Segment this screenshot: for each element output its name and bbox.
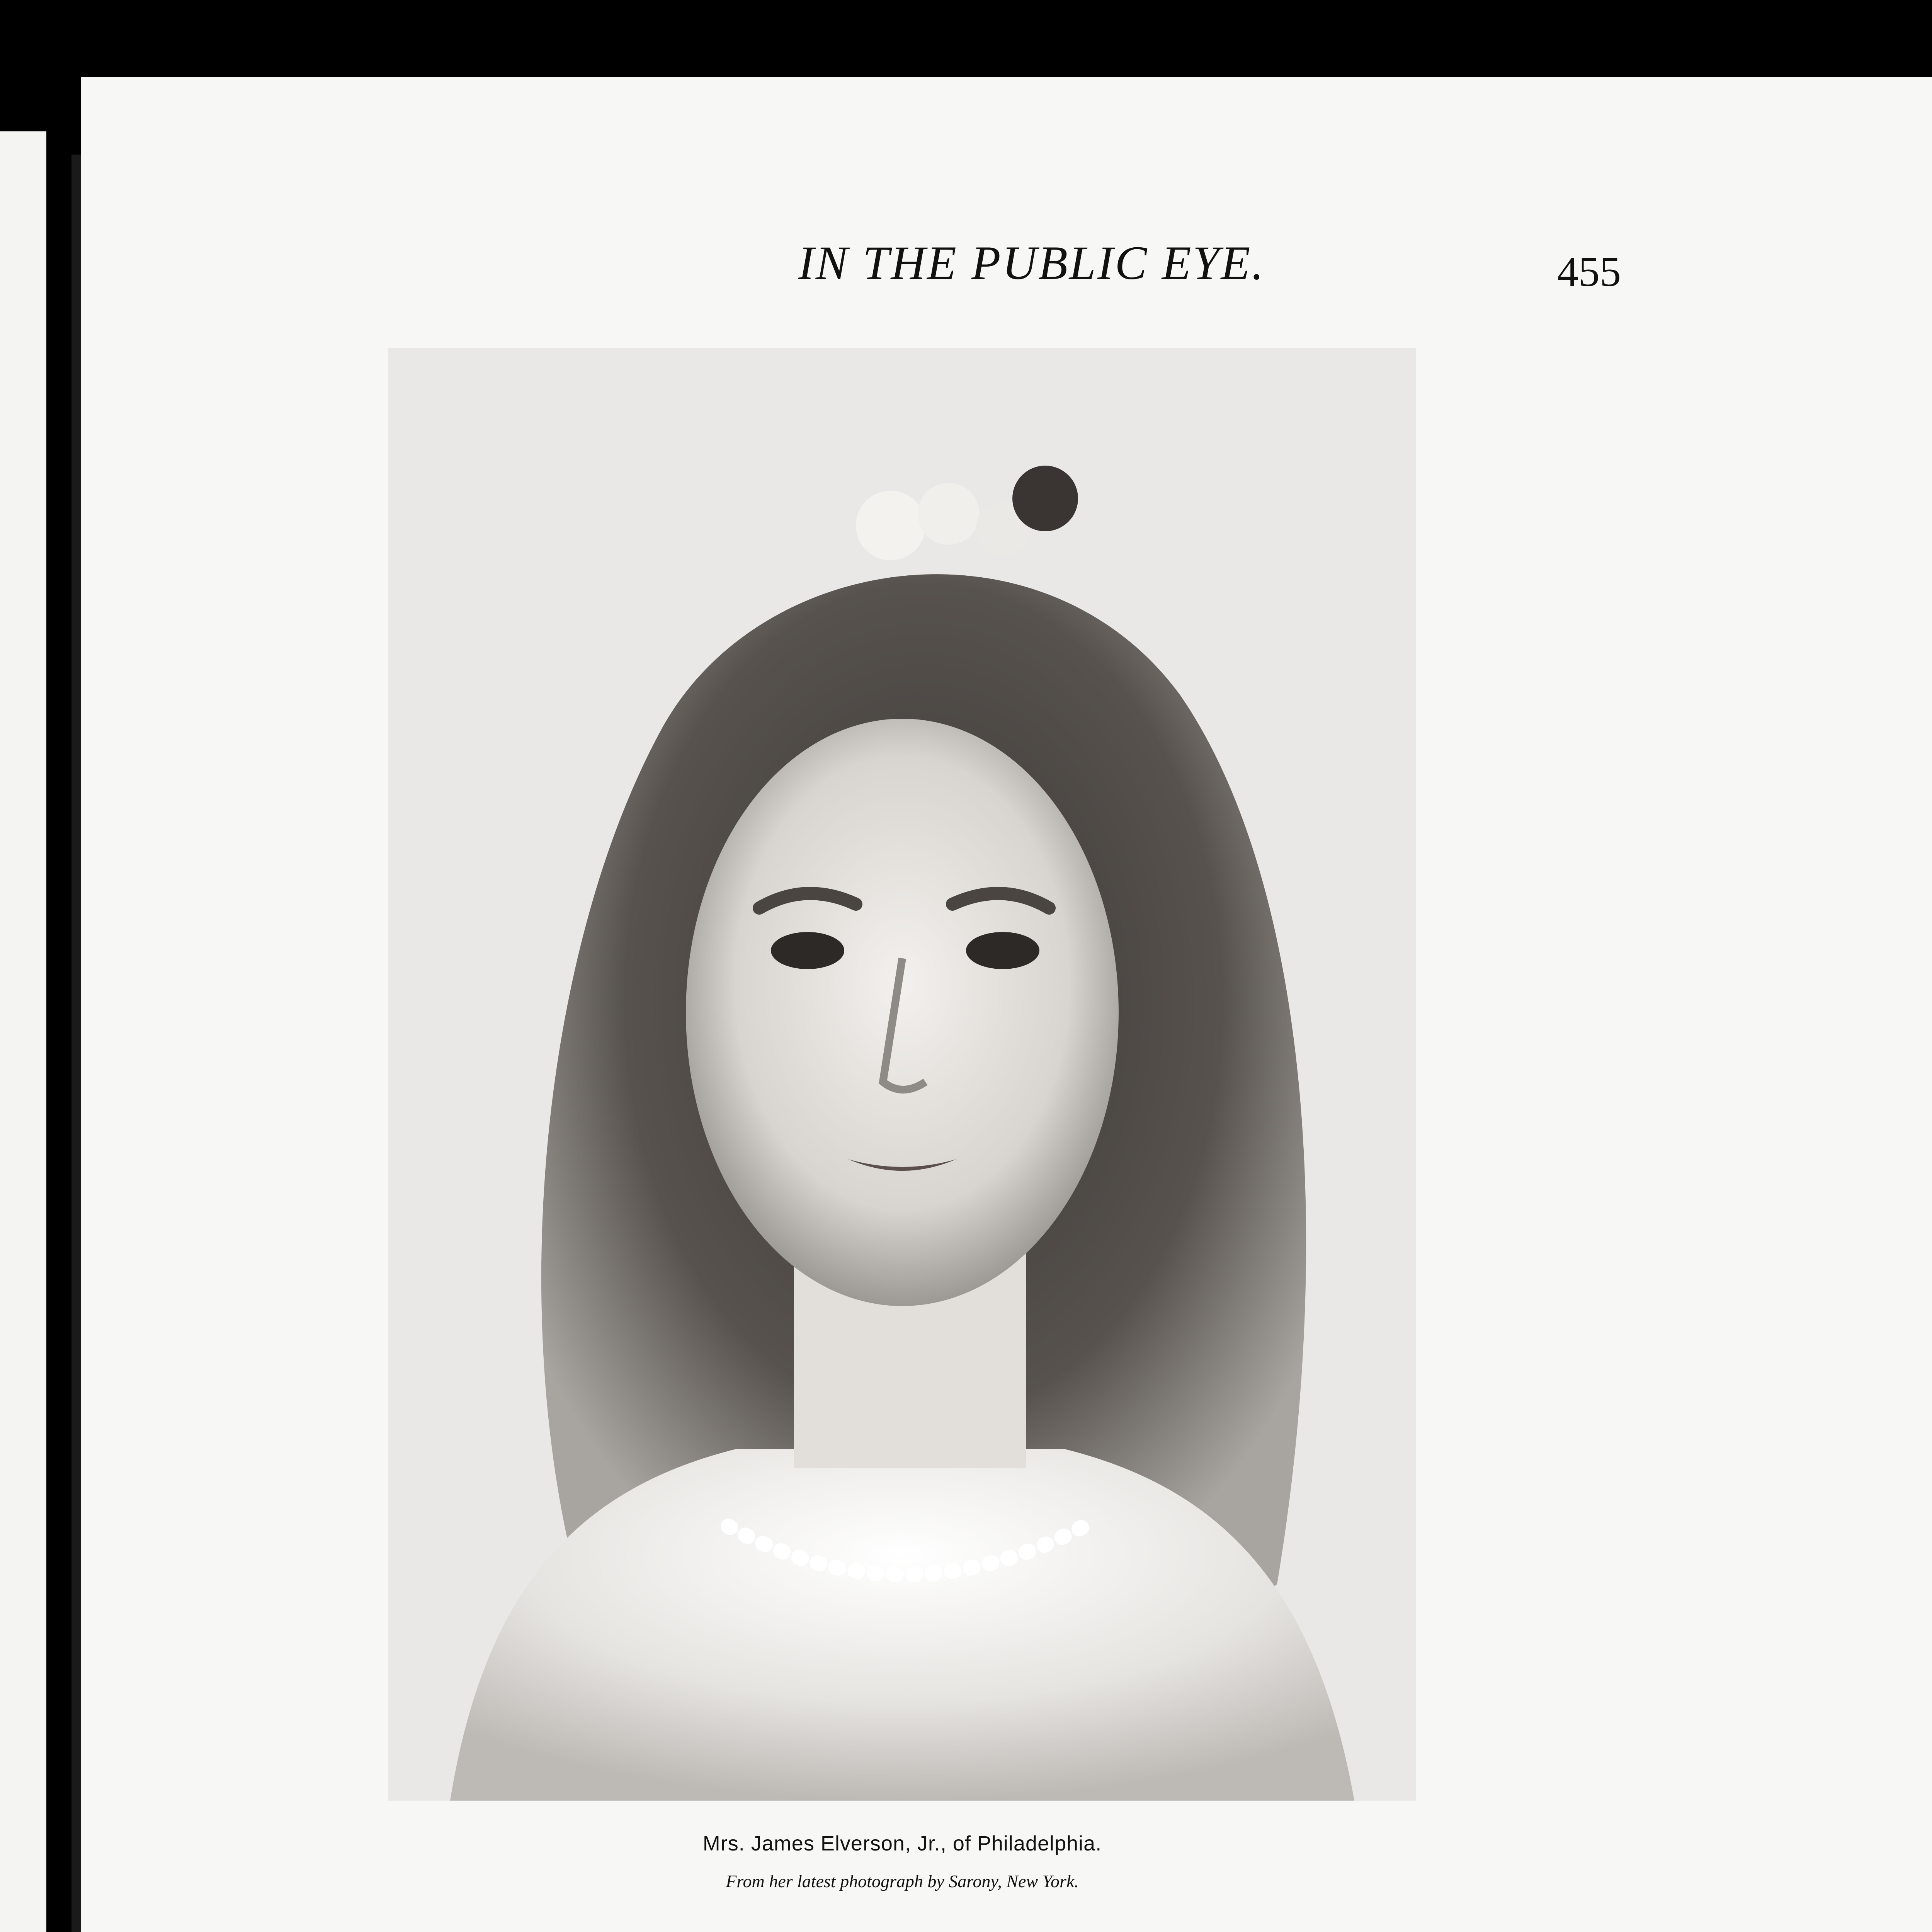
figure-caption: [388, 1832, 1416, 1891]
caption-title: Mrs. James Elverson, Jr., of Philadelphia.: [702, 1832, 1102, 1855]
facing-page-edge: [0, 131, 46, 1932]
page-number: 455: [1557, 248, 1621, 295]
portrait-photograph: [388, 348, 1416, 1801]
running-head: IN THE PUBLIC EYE.: [798, 236, 1265, 289]
photo-credit: From her latest photograph by Sarony, New York.: [726, 1871, 1079, 1891]
binding-gutter: [71, 155, 82, 1932]
